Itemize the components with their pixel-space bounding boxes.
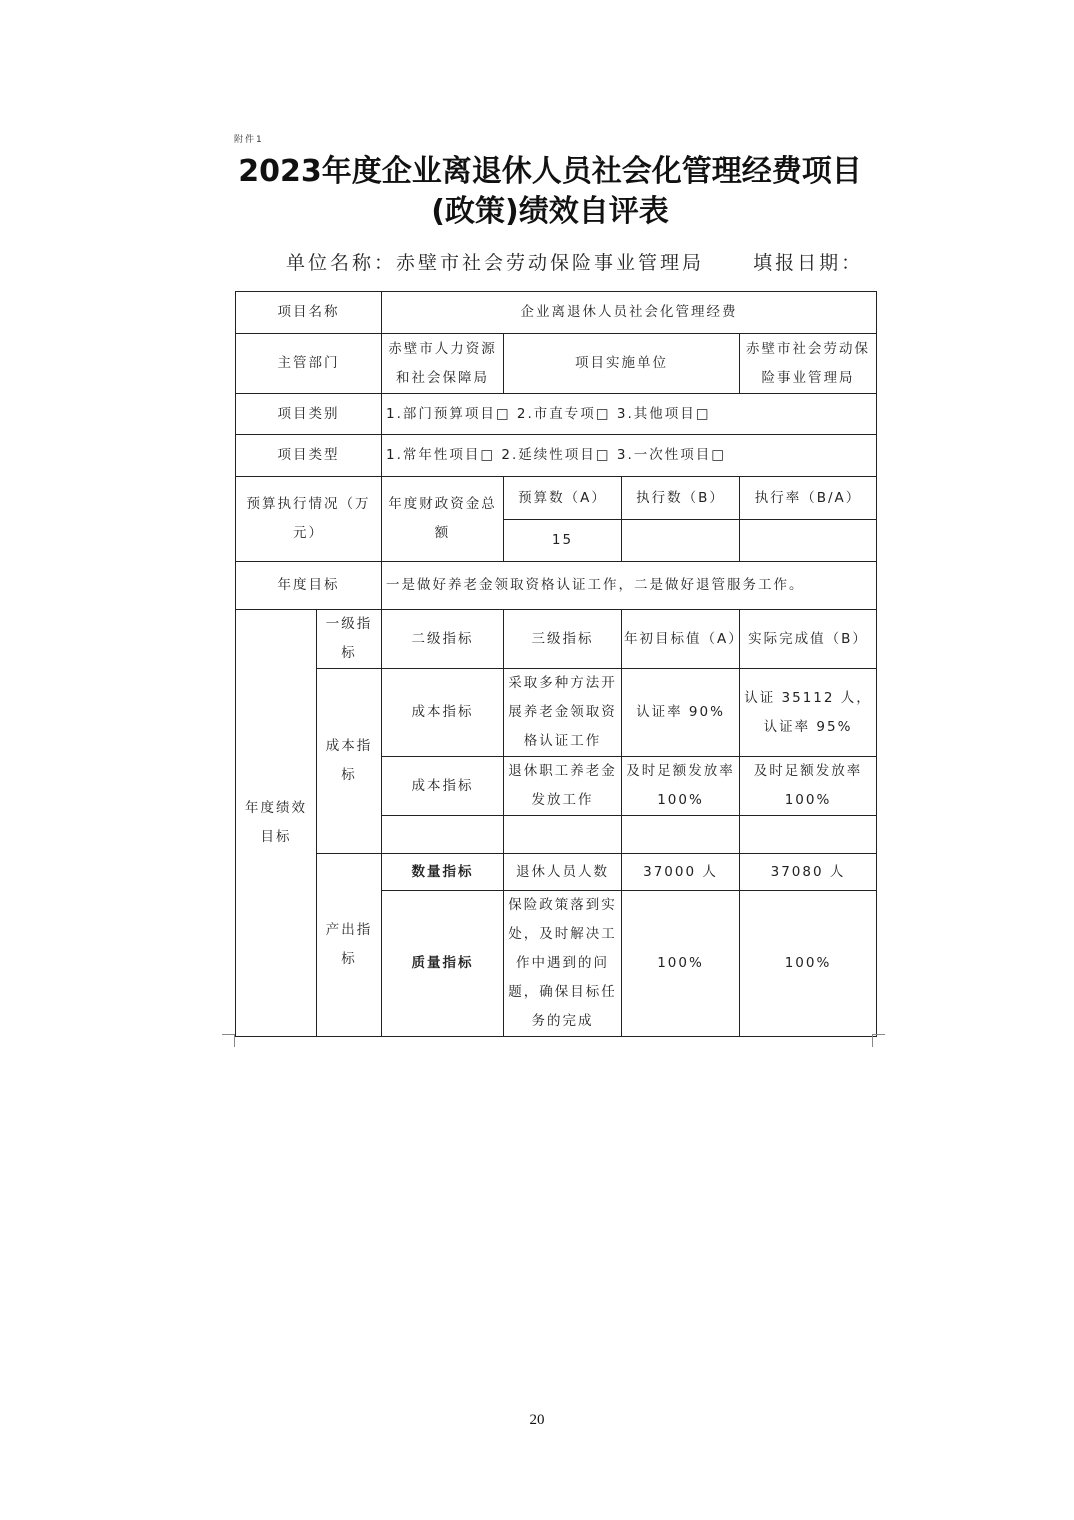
lvl3-header: 三级指标 [504,610,622,669]
lvl1-header: 一级指标 [317,610,382,669]
annual-funds-label: 年度财政资金总额 [382,477,504,562]
output-lvl3: 退休人员人数 [504,854,622,891]
table-row [236,334,877,394]
cost-lvl3: 采取多种方法开展养老金领取资格认证工作 [504,669,622,757]
output-target: 100% [622,891,740,1037]
budget-a-value: 15 [504,520,622,562]
category-label: 项目类别 [236,394,382,435]
perf-label: 年度绩效目标 [236,610,317,1037]
output-lvl3: 保险政策落到实处，及时解决工作中遇到的问题，确保目标任务的完成 [504,891,622,1037]
exec-b-label: 执行数（B） [622,477,740,520]
project-name-label: 项目名称 [236,292,382,334]
table-row [236,292,877,334]
exec-b-value [622,520,740,562]
budget-label: 预算执行情况（万元） [236,477,382,562]
unit-name: 单位名称：赤壁市社会劳动保险事业管理局 [286,252,705,274]
attachment-mark: 附件1 [234,135,264,145]
table-row [236,477,877,520]
output-actual: 100% [740,891,877,1037]
goal-label: 年度目标 [236,562,382,610]
table-row [236,435,877,477]
empty-cell [504,816,622,854]
cost-lvl2: 成本指标 [382,757,504,816]
exec-rate-value [740,520,877,562]
exec-rate-label: 执行率（B/A） [740,477,877,520]
impl-label: 项目实施单位 [504,334,740,394]
target-header: 年初目标值（A） [622,610,740,669]
table-row [236,854,877,891]
impl-value: 赤壁市社会劳动保险事业管理局 [740,334,877,394]
dept-label: 主管部门 [236,334,382,394]
empty-cell [382,816,504,854]
table-row [236,562,877,610]
table-row [236,394,877,435]
cost-group-label: 成本指标 [317,669,382,854]
meta-line [286,248,863,275]
lvl2-header: 二级指标 [382,610,504,669]
category-value: 1.部门预算项目□ 2.市直专项□ 3.其他项目□ [382,394,877,435]
type-value: 1.常年性项目□ 2.延续性项目□ 3.一次性项目□ [382,435,877,477]
cost-target: 及时足额发放率 100% [622,757,740,816]
output-actual: 37080 人 [740,854,877,891]
cost-target: 认证率 90% [622,669,740,757]
table-row [236,610,877,669]
cost-lvl2: 成本指标 [382,669,504,757]
output-target: 37000 人 [622,854,740,891]
output-lvl2: 数量指标 [382,854,504,891]
empty-cell [740,816,877,854]
dept-value: 赤壁市人力资源和社会保障局 [382,334,504,394]
page-number: 20 [529,1412,545,1428]
evaluation-table [235,291,877,1037]
cost-actual: 及时足额发放率 100% [740,757,877,816]
goal-value: 一是做好养老金领取资格认证工作，二是做好退管服务工作。 [382,562,877,610]
project-name-value: 企业离退休人员社会化管理经费 [382,292,877,334]
fill-date: 填报日期： [753,252,864,274]
budget-a-label: 预算数（A） [504,477,622,520]
empty-cell [622,816,740,854]
table-row [236,669,877,757]
actual-header: 实际完成值（B） [740,610,877,669]
cost-actual: 认证 35112 人，认证率 95% [740,669,877,757]
output-lvl2: 质量指标 [382,891,504,1037]
crop-mark-right [872,1034,885,1047]
page-title: 2023年度企业离退休人员社会化管理经费项目(政策)绩效自评表 [238,154,862,229]
cost-lvl3: 退休职工养老金发放工作 [504,757,622,816]
crop-mark-left [222,1034,235,1047]
type-label: 项目类型 [236,435,382,477]
output-group-label: 产出指标 [317,854,382,1037]
